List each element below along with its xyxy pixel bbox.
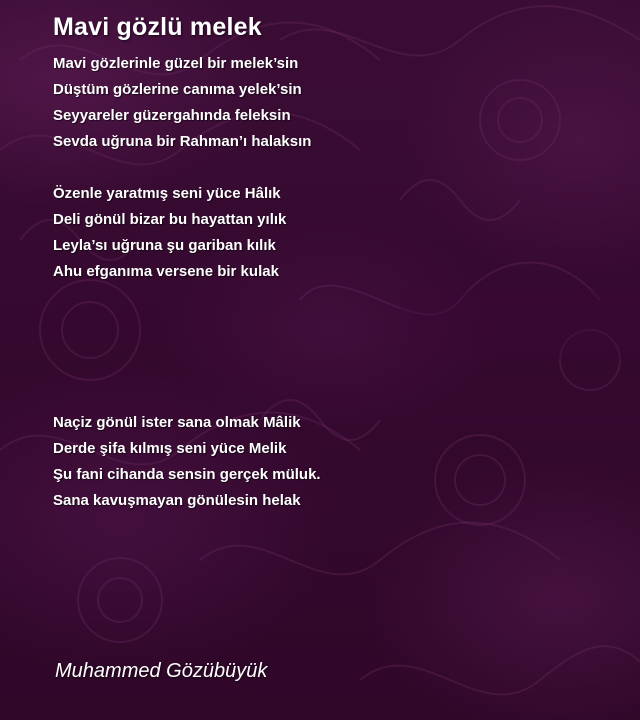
poem-line: Ahu efganıma versene bir kulak bbox=[53, 263, 279, 280]
stanza-2 bbox=[53, 181, 613, 285]
poem-line: Özenle yaratmış seni yüce Hâlık bbox=[53, 185, 281, 202]
poem-line: Derde şifa kılmış seni yüce Melik bbox=[53, 440, 287, 457]
poem-author: Muhammed Gözübüyük bbox=[55, 660, 268, 682]
background-band bbox=[400, 290, 640, 360]
poem-line: Deli gönül bizar bu hayattan yılık bbox=[53, 211, 287, 228]
stanza-3 bbox=[53, 410, 321, 514]
stanza-1 bbox=[53, 51, 613, 155]
poem-line: Düştüm gözlerine canıma yelek’sin bbox=[53, 81, 302, 98]
poem-line: Naçiz gönül ister sana olmak Mâlik bbox=[53, 414, 301, 431]
poem-line: Mavi gözlerinle güzel bir melek’sin bbox=[53, 55, 299, 72]
poem-line: Sevda uğruna bir Rahman’ı halaksın bbox=[53, 133, 312, 150]
poem-line: Leyla’sı uğruna şu gariban kılık bbox=[53, 237, 276, 254]
poem-title: Mavi gözlü melek bbox=[53, 13, 262, 41]
poem-line: Şu fani cihanda sensin gerçek müluk. bbox=[53, 466, 321, 483]
poem bbox=[53, 12, 613, 509]
poem-line: Sana kavuşmayan gönülesin helak bbox=[53, 492, 301, 509]
poem-line: Seyyareler güzergahında feleksin bbox=[53, 107, 291, 124]
